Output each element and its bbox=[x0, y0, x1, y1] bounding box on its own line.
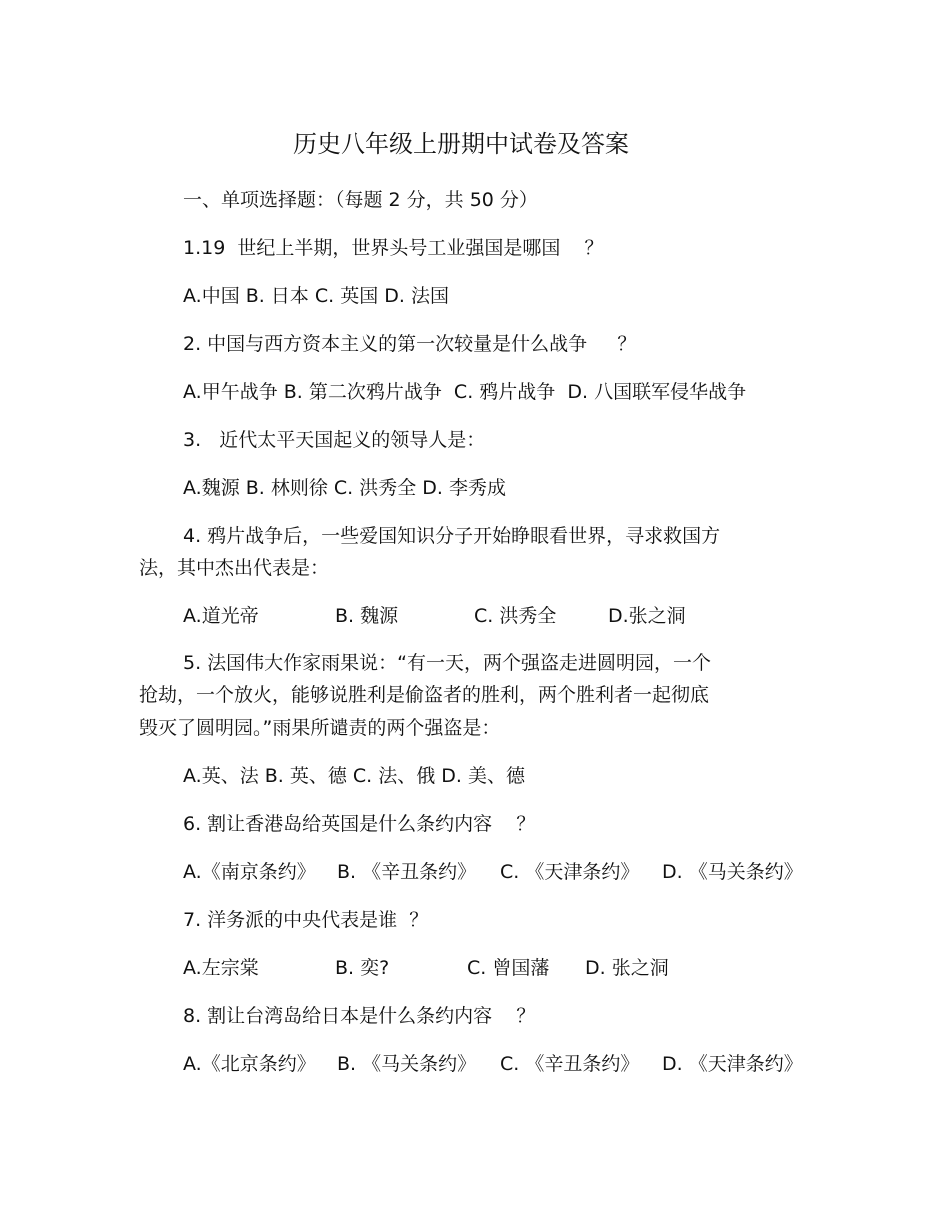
question-7-option-a: A.左宗棠 bbox=[183, 957, 259, 979]
question-2: 2. 中国与西方资本主义的第一次较量是什么战争 ？ bbox=[183, 333, 637, 355]
question-4-option-b: B. 魏源 bbox=[335, 605, 399, 627]
question-8-option-c: C. 《辛丑条约》 bbox=[500, 1053, 640, 1075]
question-7: 7. 洋务派的中央代表是谁 ？ bbox=[183, 909, 429, 931]
question-6-option-a: A.《南京条约》 bbox=[183, 861, 316, 883]
question-6-option-c: C. 《天津条约》 bbox=[500, 861, 640, 883]
question-8-option-b: B. 《马关条约》 bbox=[337, 1053, 477, 1075]
question-1: 1.19 世纪上半期，世界头号工业强国是哪国 ？ bbox=[183, 237, 604, 259]
question-7-option-b: B. 奕? bbox=[335, 957, 390, 979]
question-5-line-3: 毁灭了圆明园。”雨果所谴责的两个强盗是： bbox=[139, 717, 501, 739]
document-title: 历史八年级上册期中试卷及答案 bbox=[293, 130, 629, 158]
question-1-options: A.中国 B. 日本 C. 英国 D. 法国 bbox=[183, 285, 449, 307]
question-7-option-d: D. 张之洞 bbox=[585, 957, 669, 979]
question-2-options: A.甲午战争 B. 第二次鸦片战争 C. 鸦片战争 D. 八国联军侵华战争 bbox=[183, 381, 747, 403]
question-6-option-b: B. 《辛丑条约》 bbox=[337, 861, 477, 883]
question-4-option-c: C. 洪秀全 bbox=[474, 605, 557, 627]
question-5-options: A.英、法 B. 英、德 C. 法、俄 D. 美、德 bbox=[183, 765, 525, 787]
question-8-option-a: A.《北京条约》 bbox=[183, 1053, 316, 1075]
question-4-line-1: 4. 鸦片战争后，一些爱国知识分子开始睁眼看世界，寻求救国方 bbox=[183, 525, 721, 547]
question-6-option-d: D. 《马关条约》 bbox=[662, 861, 803, 883]
question-5-line-2: 抢劫，一个放火，能够说胜利是偷盗者的胜利，两个胜利者一起彻底 bbox=[139, 684, 710, 706]
question-3: 3. 近代太平天国起义的领导人是： bbox=[183, 429, 486, 451]
question-4-line-2: 法，其中杰出代表是： bbox=[139, 557, 330, 579]
question-7-option-c: C. 曾国藩 bbox=[467, 957, 550, 979]
question-3-options: A.魏源 B. 林则徐 C. 洪秀全 D. 李秀成 bbox=[183, 477, 506, 499]
question-8-option-d: D. 《天津条约》 bbox=[662, 1053, 803, 1075]
question-4-option-d: D.张之洞 bbox=[608, 605, 686, 627]
question-6: 6. 割让香港岛给英国是什么条约内容 ？ bbox=[183, 813, 536, 835]
question-8: 8. 割让台湾岛给日本是什么条约内容 ？ bbox=[183, 1005, 536, 1027]
section-heading: 一、单项选择题：（每题 2 分，共 50 分） bbox=[183, 189, 538, 211]
question-4-option-a: A.道光帝 bbox=[183, 605, 259, 627]
question-5-line-1: 5. 法国伟大作家雨果说：“有一天，两个强盗走进圆明园，一个 bbox=[183, 652, 712, 674]
